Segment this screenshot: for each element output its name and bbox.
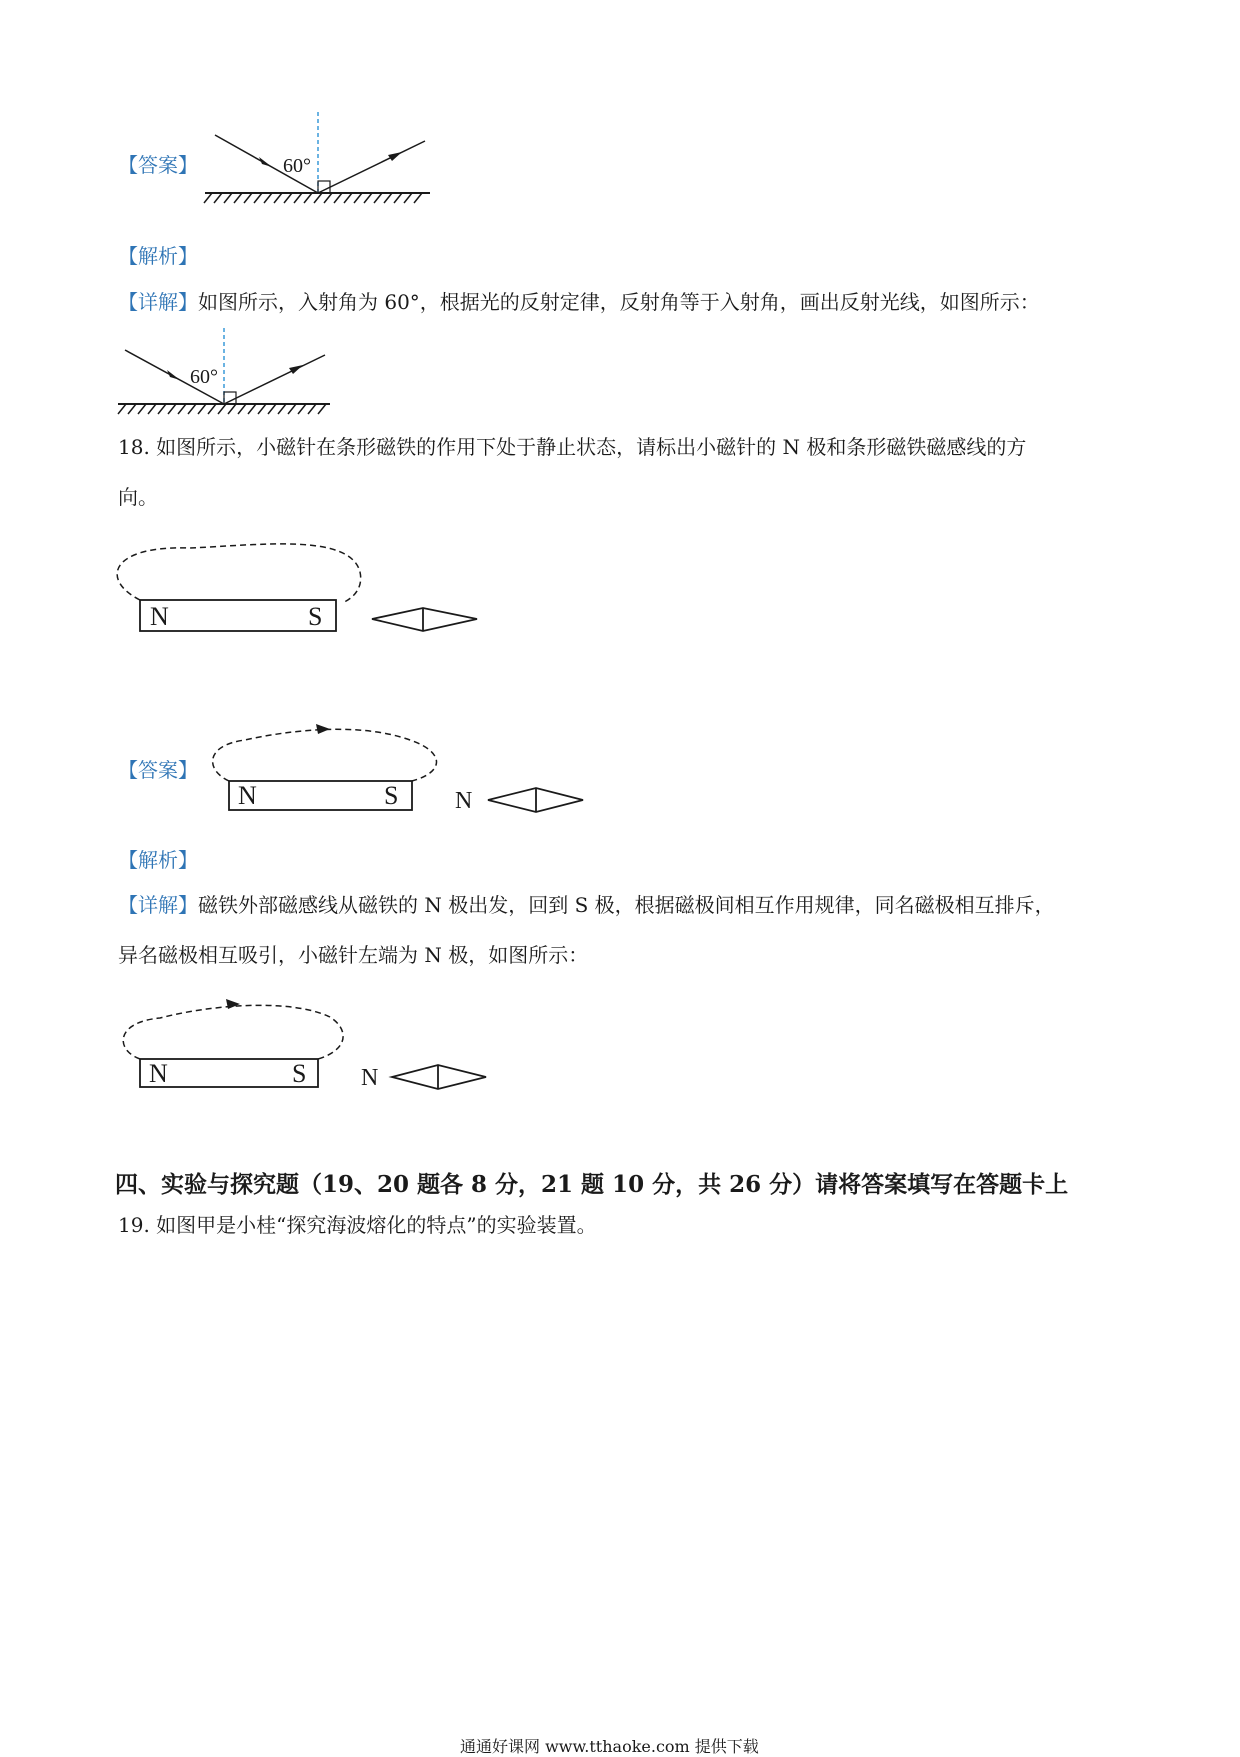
small-compass-needle bbox=[392, 1065, 486, 1089]
q19-question-line1: 19. 如图甲是小桂“探究海波熔化的特点”的实验装置。 bbox=[118, 1213, 597, 1237]
angle-label: 60° bbox=[190, 366, 218, 388]
answer-label: 【答案】 bbox=[118, 153, 198, 177]
magnet-s-pole: S bbox=[384, 781, 399, 810]
detail-label: 【详解】 bbox=[118, 893, 198, 917]
magnet-s-pole: S bbox=[292, 1059, 307, 1088]
detail-text-line1: 磁铁外部磁感线从磁铁的 N 极出发，回到 S 极，根据磁极间相互作用规律，同名磁极相互排斥， bbox=[198, 893, 1055, 917]
detail-label: 【详解】 bbox=[118, 290, 198, 314]
page-footer: 通通好课网 www.tthaoke.com 提供下载 bbox=[460, 1737, 759, 1756]
detail-text: 如图所示，入射角为 60°，根据光的反射定律，反射角等于入射角，画出反射光线，如图所示： bbox=[198, 290, 1040, 314]
q18-question-line2: 向。 bbox=[118, 485, 158, 509]
field-direction-arrow bbox=[226, 999, 240, 1009]
answer-label: 【答案】 bbox=[118, 758, 198, 782]
magnet-s-pole: S bbox=[308, 602, 323, 631]
magnet-n-pole: N bbox=[149, 1059, 168, 1088]
q18-question-line1: 18. 如图所示，小磁针在条形磁铁的作用下处于静止状态，请标出小磁针的 N 极和条形磁铁磁感线的方 bbox=[118, 435, 1027, 459]
detail-paragraph-q18-line2: 异名磁极相互吸引，小磁针左端为 N 极，如图所示： bbox=[118, 943, 589, 967]
needle-n-label: N bbox=[455, 788, 473, 814]
field-line bbox=[123, 1005, 343, 1059]
magnet-n-pole: N bbox=[150, 602, 169, 631]
needle-n-label: N bbox=[361, 1065, 379, 1091]
analysis-label: 【解析】 bbox=[118, 848, 198, 872]
angle-label: 60° bbox=[283, 155, 311, 177]
magnet-n-pole: N bbox=[238, 781, 257, 810]
section-title: 四、实验与探究题（19、20 题各 8 分，21 题 10 分，共 26 分）请将答案填写在答题卡上 bbox=[115, 1171, 1069, 1198]
analysis-label: 【解析】 bbox=[118, 244, 198, 268]
